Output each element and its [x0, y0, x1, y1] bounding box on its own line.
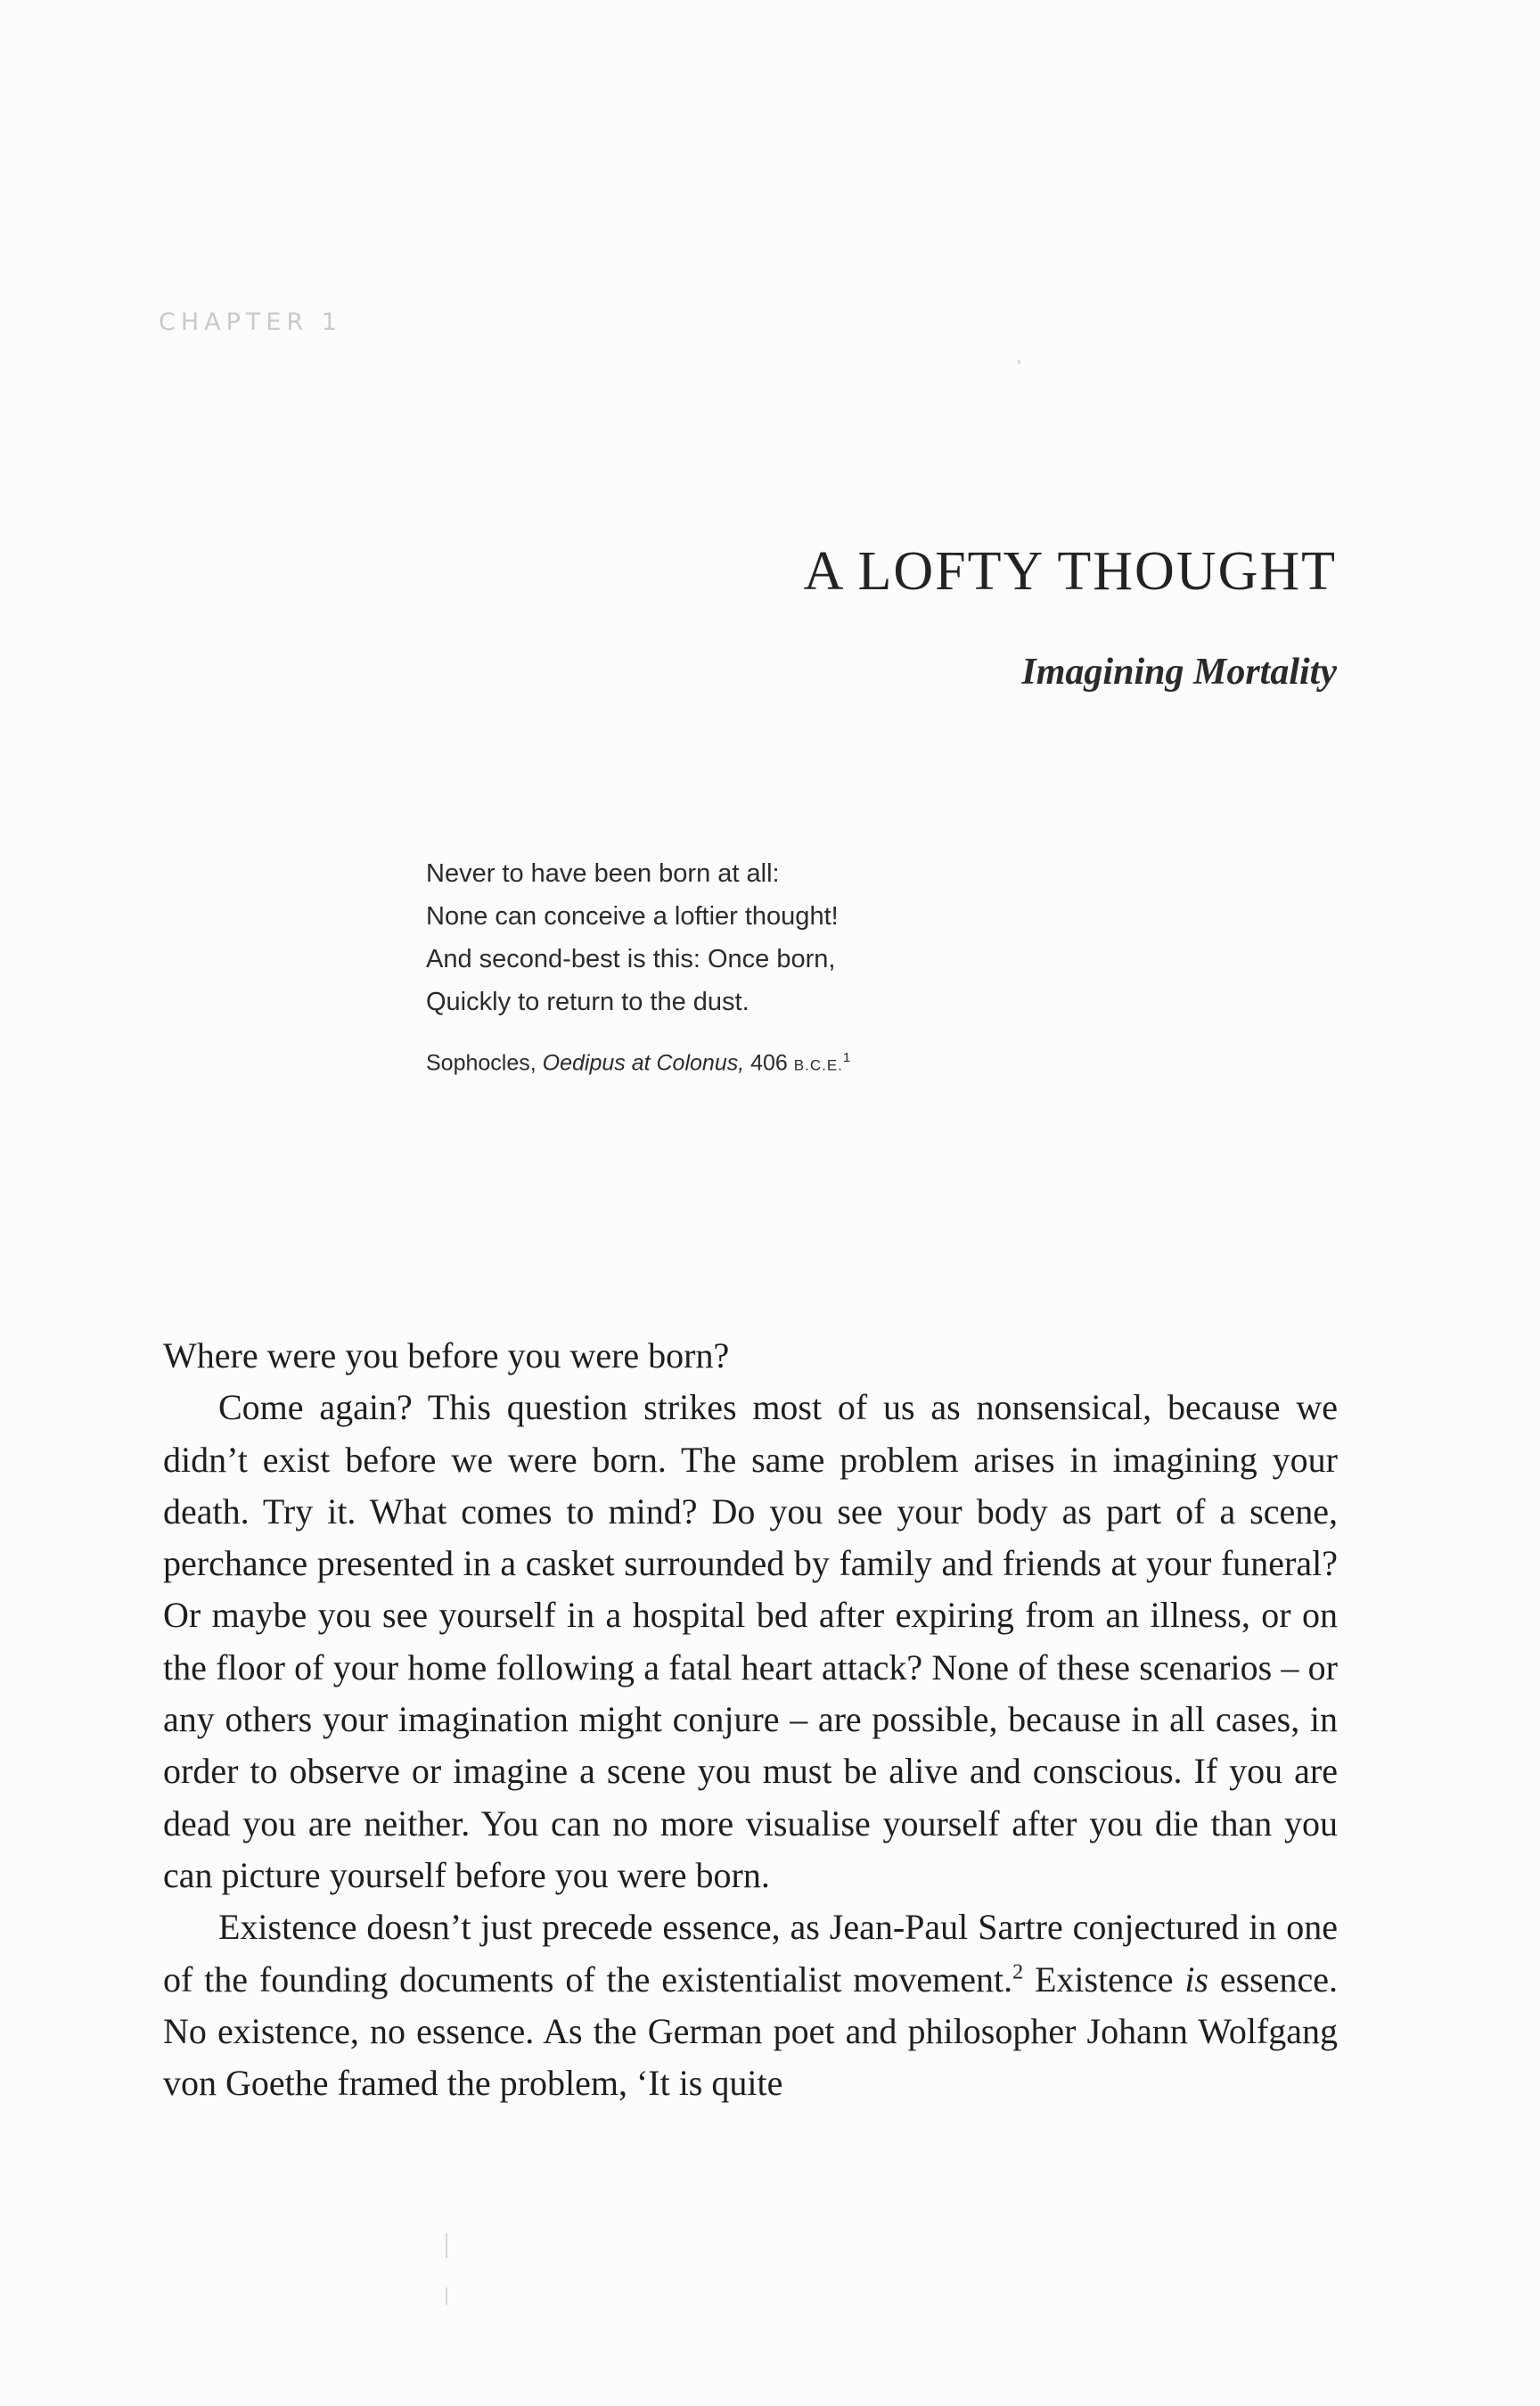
epigraph-author: Sophocles, — [426, 1050, 543, 1076]
paragraph-3-text-a: Existence doesn’t just precede essence, as Jean-Paul Sartre conjectured in one of the founding documents of the existentialist movement. — [163, 1907, 1338, 2000]
epigraph-attribution — [426, 1050, 1050, 1076]
epigraph-line: Never to have been born at all: — [426, 859, 780, 888]
epigraph-era: B.C.E. — [793, 1056, 843, 1074]
epigraph-line: None can conceive a loftier thought! — [426, 902, 839, 931]
scan-speck — [446, 2233, 447, 2258]
chapter-label: CHAPTER 1 — [159, 308, 342, 336]
epigraph-line: Quickly to return to the dust. — [426, 988, 750, 1016]
paragraph-3-text-b: Existence — [1023, 1958, 1185, 2000]
paragraph-3-text-c: essence. No existence, no essence. As the German poet and philosopher Johann Wolfgang von Goethe framed the problem, ‘It is quite — [163, 1958, 1338, 2104]
paragraph-3 — [163, 1901, 1338, 2109]
chapter-title: A LOFTY THOUGHT — [803, 541, 1337, 602]
body-text — [163, 1330, 1338, 2109]
emphasis-is: is — [1184, 1958, 1208, 2000]
footnote-ref: 2 — [1012, 1960, 1024, 1984]
epigraph-work: Oedipus at Colonus, — [542, 1050, 745, 1076]
epigraph — [426, 852, 1050, 1076]
footnote-ref: 1 — [842, 1050, 851, 1065]
chapter-subtitle: Imagining Mortality — [1021, 652, 1337, 693]
paragraph-1: Where were you before you were born? — [163, 1335, 730, 1375]
epigraph-line: And second-best is this: Once born, — [426, 945, 836, 973]
scan-speck — [446, 2287, 447, 2305]
paragraph-2: Come again? This question strikes most of us as nonsensical, because we didn’t exist before we were born. The same problem arises in imagining your death. Try it. What comes to mind? Do you see your body as part of a scene, perchance presented in a casket surrounded by family and friends at your funeral? Or maybe you see yourself in a hospital bed after expiring from an illness, or on the floor of your home following a fatal heart attack? None of these scenarios – or any others your imagination might conjure – are possible, because in all cases, in order to observe or imagine a scene you must be alive and conscious. If you are dead you are neither. You can no more visualise yourself after you die than you can picture yourself before you were born. — [163, 1387, 1338, 1895]
epigraph-year: 406 — [744, 1050, 794, 1076]
scan-speck — [1018, 360, 1020, 364]
